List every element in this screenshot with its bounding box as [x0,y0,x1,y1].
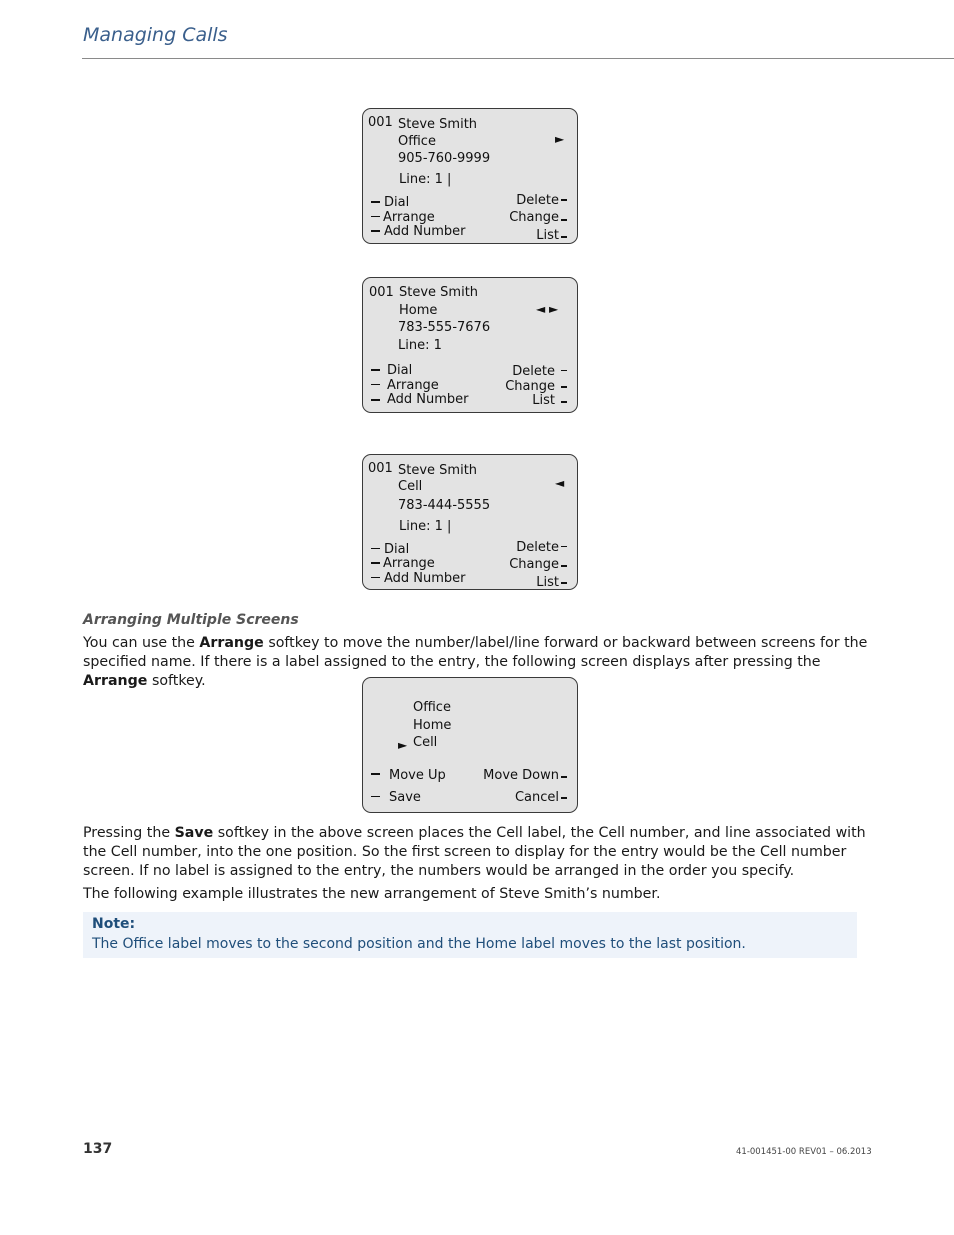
note-box [83,912,857,958]
text-run: softkey. [147,673,206,689]
softkey-dash [561,370,567,371]
softkey-dash [371,201,380,203]
page-number: 137 [83,1141,113,1157]
arrange-item-cell[interactable]: Cell [413,735,438,750]
softkey-list[interactable]: List [536,575,559,590]
selection-pointer-icon: ► [398,738,408,752]
softkey-dash [561,565,567,567]
entry-index: 001 [369,285,394,300]
entry-label: Office [398,134,436,149]
softkey-dash [561,236,567,238]
bold-term: Arrange [83,673,148,689]
arrange-item-office[interactable]: Office [413,700,451,715]
entry-number: 905-760-9999 [398,151,491,166]
softkey-dash [371,369,380,371]
scroll-arrow-icon: ► [555,132,565,146]
header-rule [82,58,954,59]
arrange-item-home[interactable]: Home [413,718,452,733]
softkey-change[interactable]: Change [505,379,555,394]
entry-line: Line: 1 [398,338,442,353]
section-subheading: Arranging Multiple Screens [83,612,299,628]
phone-screen-office [362,108,578,244]
softkey-change[interactable]: Change [509,557,559,572]
softkey-delete[interactable]: Delete [512,364,555,379]
text-run: You can use the [83,635,200,651]
phone-screen-arrange [362,677,578,813]
softkey-change[interactable]: Change [509,210,559,225]
softkey-add-number[interactable]: Add Number [384,571,466,586]
phone-screen-cell [362,454,578,590]
softkey-arrange[interactable]: Arrange [387,378,439,393]
scroll-arrow-icon: ◄ [555,476,565,490]
softkey-add-number[interactable]: Add Number [387,392,469,407]
scroll-arrows-icon: ◄ ► [536,302,559,316]
entry-number: 783-555-7676 [398,320,491,335]
softkey-dash [371,796,380,797]
entry-index: 001 [368,115,393,130]
note-title: Note: [92,916,136,932]
save-paragraph [83,824,873,881]
softkey-dash [371,230,380,232]
softkey-arrange[interactable]: Arrange [383,210,435,225]
softkey-dash [371,216,380,217]
softkey-dash [371,577,380,578]
entry-line: Line: 1 | [399,519,452,534]
softkey-dash [561,386,567,388]
softkey-cancel[interactable]: Cancel [514,790,559,805]
softkey-arrange[interactable]: Arrange [383,556,435,571]
text-run: Pressing the [83,825,175,841]
softkey-add-number[interactable]: Add Number [384,224,466,239]
softkey-dial[interactable]: Dial [387,363,413,378]
softkey-dash [371,384,380,385]
softkey-delete[interactable]: Delete [516,193,559,208]
entry-name: Steve Smith [399,285,479,300]
softkey-dial[interactable]: Dial [384,195,410,210]
phone-screen-home [362,277,578,413]
bold-term: Arrange [199,635,264,651]
softkey-dash [561,776,567,778]
softkey-dash [371,399,380,401]
softkey-delete[interactable]: Delete [516,540,559,555]
softkey-dash [371,562,380,564]
softkey-dash [561,582,567,584]
entry-index: 001 [368,461,393,476]
entry-number: 783-444-5555 [398,498,491,513]
entry-label: Home [399,303,438,318]
softkey-dash [561,401,567,403]
entry-label: Cell [398,479,423,494]
bold-term: Save [174,825,214,841]
softkey-save[interactable]: Save [389,790,421,805]
note-text: The Office label moves to the second position and the Home label moves to the last position. [92,936,746,952]
softkey-list[interactable]: List [536,228,559,243]
softkey-move-up[interactable]: Move Up [389,768,446,783]
text-run: softkey to move the number/label/line forward or backward between screens for the specified name. If there is a label assigned to the entry, the following screen displays after pressing the [83,635,868,670]
example-paragraph: The following example illustrates the new arrangement of Steve Smith’s number. [83,886,661,902]
entry-line: Line: 1 | [399,172,452,187]
softkey-dash [371,773,380,775]
softkey-dash [561,546,567,547]
entry-name: Steve Smith [398,463,478,478]
entry-name: Steve Smith [398,117,478,132]
softkey-list[interactable]: List [532,393,555,408]
document-id: 41-001451-00 REV01 – 06.2013 [736,1147,872,1157]
softkey-dial[interactable]: Dial [384,542,410,557]
softkey-move-down[interactable]: Move Down [483,768,559,783]
softkey-dash [561,219,567,221]
softkey-dash [561,797,567,799]
softkey-dash [371,548,380,549]
page-header-title: Managing Calls [83,24,228,46]
text-run: softkey in the above screen places the Cell label, the Cell number, and line associated with the Cell number, into the one position. So the first screen to display for the entry would be the Cell number screen. If no label is assigned to the entry, the numbers would be arranged in the order you specify. [83,825,866,879]
softkey-dash [561,199,567,201]
